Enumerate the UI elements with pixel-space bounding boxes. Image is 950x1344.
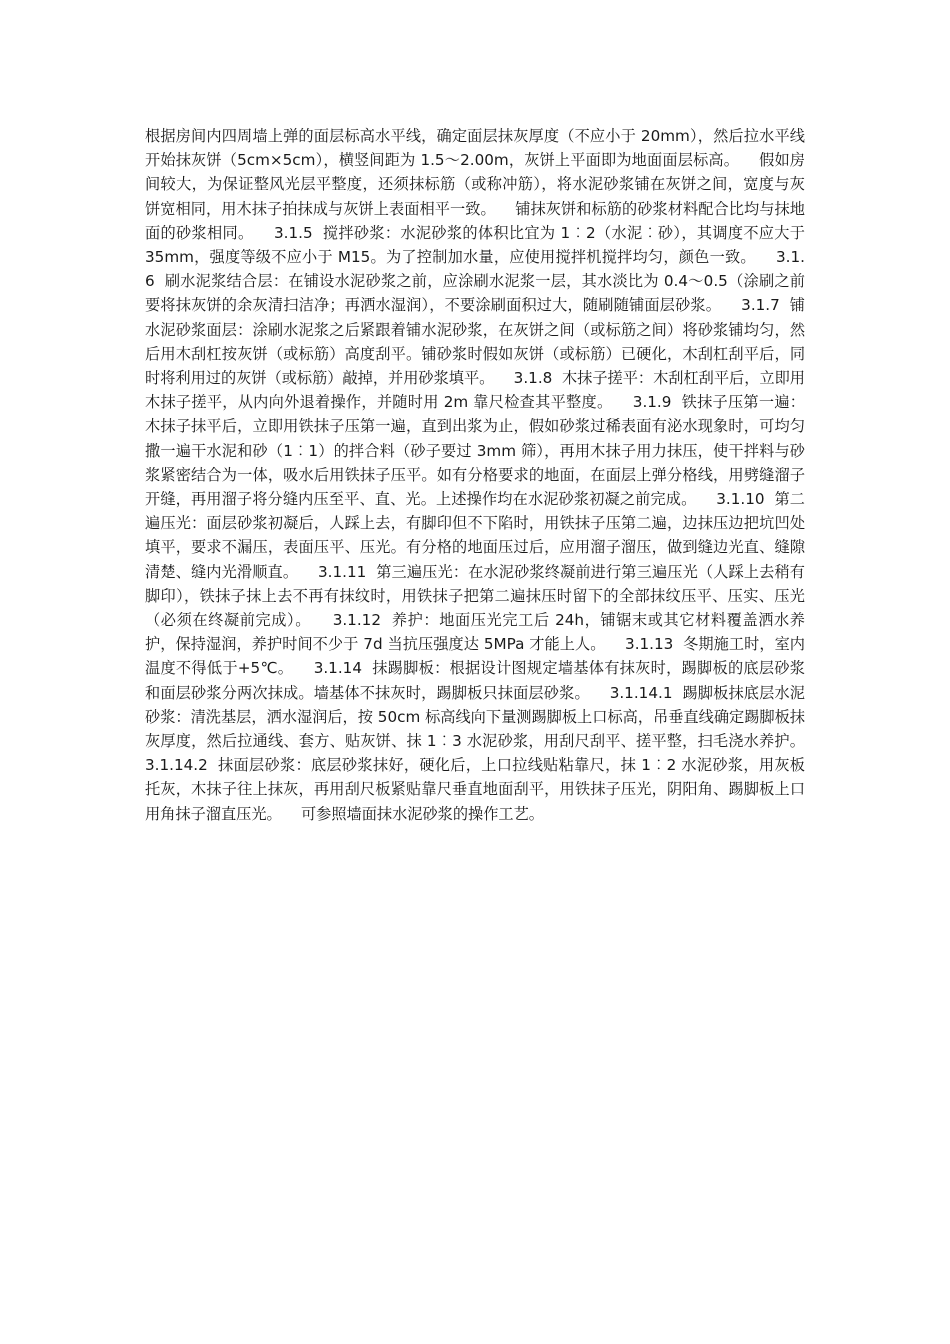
body-paragraph: 根据房间内四周墙上弹的面层标高水平线，确定面层抹灰厚度（不应小于 20mm），然后拉水平线开始抹灰饼（5cm×5cm），横竖间距为 1.5～2.00m，灰饼上平面即为地面面层标高。 假如房间较大，为保证整风光层平整度，还须抹标筋（或称冲筋），将水泥砂浆铺在灰饼之间，宽度与灰饼宽相同，用木抹子拍抹成与灰饼上表面相平一致。 铺抹灰饼和标筋的砂浆材料配合比均与抹地面的砂浆相同。 3.1.5 搅拌砂浆：水泥砂浆的体积比宜为 1︰2（水泥︰砂），其调度不应大于 35mm，强度等级不应小于 M15。为了控制加水量，应使用搅拌机搅拌均匀，颜色一致。 3.1.6 刷水泥浆结合层：在铺设水泥砂浆之前，应涂刷水泥浆一层，其水淡比为 0.4～0.5（涂刷之前要将抹灰饼的余灰清扫洁净；再洒水湿润），不要涂刷面积过大，随刷随铺面层砂浆。 3.1.7 铺水泥砂浆面层：涂刷水泥浆之后紧跟着铺水泥砂浆，在灰饼之间（或标筋之间）将砂浆铺均匀，然后用木刮杠按灰饼（或标筋）高度刮平。铺砂浆时假如灰饼（或标筋）已硬化，木刮杠刮平后，同时将利用过的灰饼（或标筋）敲掉，并用砂浆填平。 3.1.8 木抹子搓平：木刮杠刮平后，立即用木抹子搓平，从内向外退着操作，并随时用 2m 靠尺检查其平整度。 3.1.9 铁抹子压第一遍：木抹子抹平后，立即用铁抹子压第一遍，直到出浆为止，假如砂浆过稀表面有泌水现象时，可均匀撒一遍干水泥和砂（1︰1）的拌合料（砂子要过 3mm 筛），再用木抹子用力抹压，使干拌料与砂浆紧密结合为一体，吸水后用铁抹子压平。如有分格要求的地面，在面层上弹分格线，用劈缝溜子开缝，再用溜子将分缝内压至平、直、光。上述操作均在水泥砂浆初凝之前完成。 3.1.10 第二遍压光：面层砂浆初凝后，人踩上去，有脚印但不下陷时，用铁抹子压第二遍，边抹压边把坑凹处填平，要求不漏压，表面压平、压光。有分格的地面压过后，应用溜子溜压，做到缝边光直、缝隙清楚、缝内光滑顺直。 3.1.11 第三遍压光：在水泥砂浆终凝前进行第三遍压光（人踩上去稍有脚印），铁抹子抹上去不再有抹纹时，用铁抹子把第二遍抹压时留下的全部抹纹压平、压实、压光（必须在终凝前完成）。 3.1.12 养护：地面压光完工后 24h，铺锯末或其它材料覆盖洒水养护，保持湿润，养护时间不少于 7d 当抗压强度达 5MPa 才能上人。 3.1.13 冬期施工时，室内温度不得低于+5℃。 3.1.14 抹踢脚板：根据设计图规定墙基体有抹灰时，踢脚板的底层砂浆和面层砂浆分两次抹成。墙基体不抹灰时，踢脚板只抹面层砂浆。 3.1.14.1 踢脚板抹底层水泥砂浆：清洗基层，洒水湿润后，按 50cm 标高线向下量测踢脚板上口标高，吊垂直线确定踢脚板抹灰厚度，然后拉通线、套方、贴灰饼、抹 1︰3 水泥砂浆，用刮尺刮平、搓平整，扫毛浇水养护。 3.1.14.2 抹面层砂浆：底层砂浆抹好，硬化后，上口拉线贴粘靠尺，抹 1︰2 水泥砂浆，用灰板托灰，木抹子往上抹灰，再用刮尺板紧贴靠尺垂直地面刮平，用铁抹子压光，阴阳角、踢脚板上口用角抹子溜直压光。 可参照墙面抹水泥砂浆的操作工艺。 [145,127,825,823]
